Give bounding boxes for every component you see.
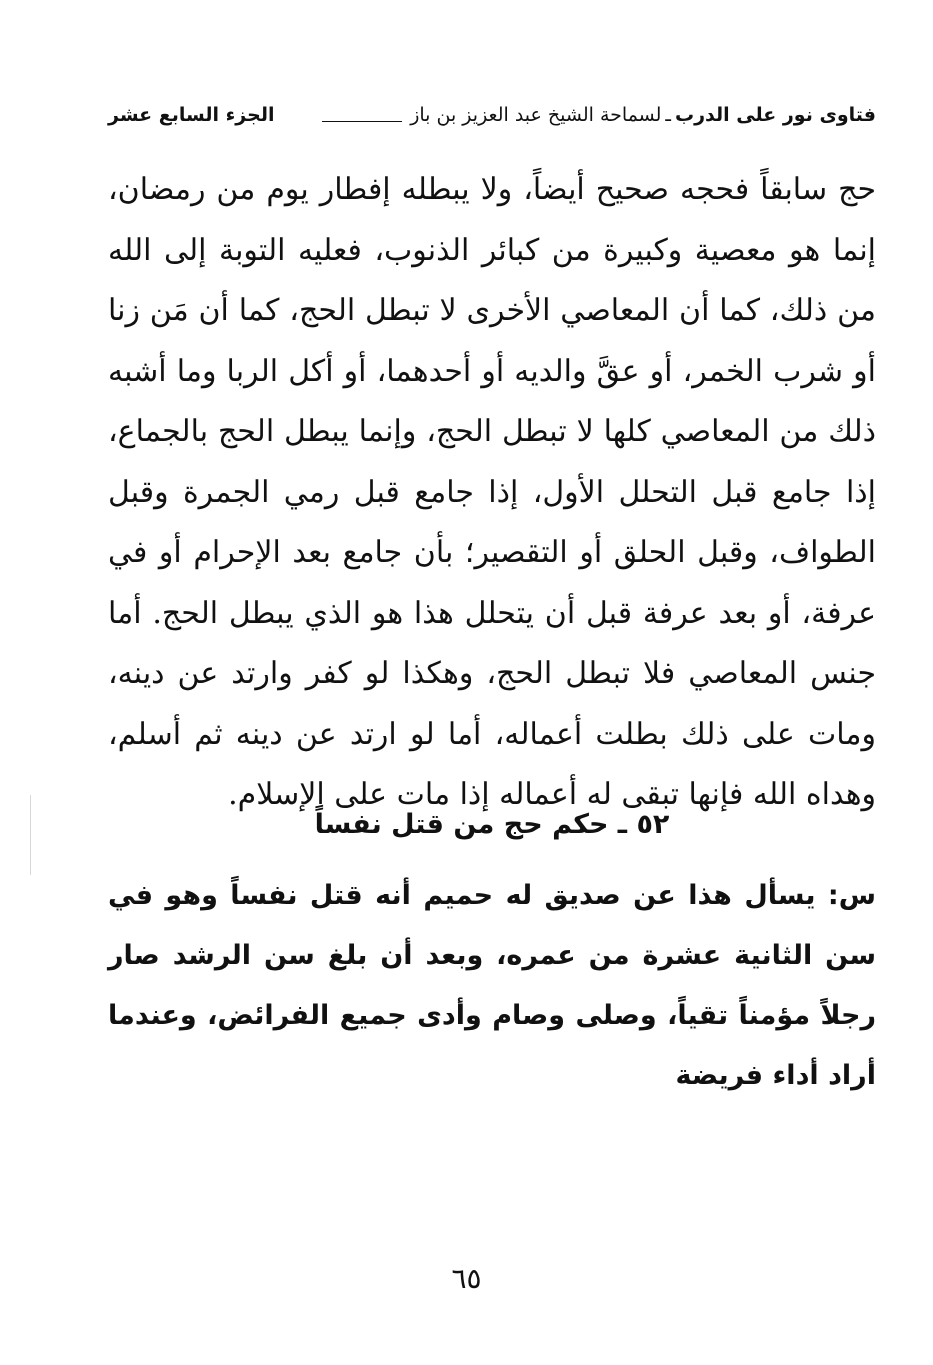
paragraph-text: حج سابقاً فحجه صحيح أيضاً، ولا يبطله إفطار يوم من رمضان، إنما هو معصية وكبيرة من كبائر الذنوب، فعليه التوبة إلى الله من ذلك، كما أن المعاصي الأخرى لا تبطل الحج، كما أن مَن زنا أو شرب الخمر، أو عقَّ والديه أو أحدهما، أو أكل الربا وما أشبه ذلك من المعاصي كلها لا تبطل الحج، وإنما يبطل الحج بالجماع، إذا جامع قبل التحلل الأول، إذا جامع قبل رمي الجمرة وقبل الطواف، وقبل الحلق أو التقصير؛ بأن جامع بعد الإحرام أو في عرفة، أو بعد عرفة قبل أن يتحلل هذا هو الذي يبطل الحج. أما جنس المعاصي فلا تبطل الحج، وهكذا لو كفر وارتد عن دينه، ومات على ذلك بطلت أعماله، أما لو ارتد عن دينه ثم أسلم، وهداه الله فإنها تبقى له أعماله إذا مات على الإسلام. [108,172,876,812]
body-paragraph [108,160,876,826]
page-number: ٦٥ [451,1262,482,1295]
question-block [108,866,876,1106]
running-header [108,100,876,130]
header-volume: الجزء السابع عشر [108,104,275,126]
section-heading: ٥٢ ـ حكم حج من قتل نفساً [314,809,670,840]
header-title-group [316,104,876,126]
question-text: س: يسأل هذا عن صديق له حميم أنه قتل نفساً وهو في سن الثانية عشرة من عمره، وبعد أن بلغ سن الرشد صار رجلاً مؤمناً تقياً، وصلى وصام وأدى جميع الفرائض، وعندما أراد أداء فريضة [108,880,876,1091]
header-dash: ـ [665,104,671,126]
scan-margin-line [30,795,31,875]
header-author: لسماحة الشيخ عبد العزيز بن باز [410,104,662,126]
header-rule [322,121,402,122]
header-book-title: فتاوى نور على الدرب [675,104,876,126]
